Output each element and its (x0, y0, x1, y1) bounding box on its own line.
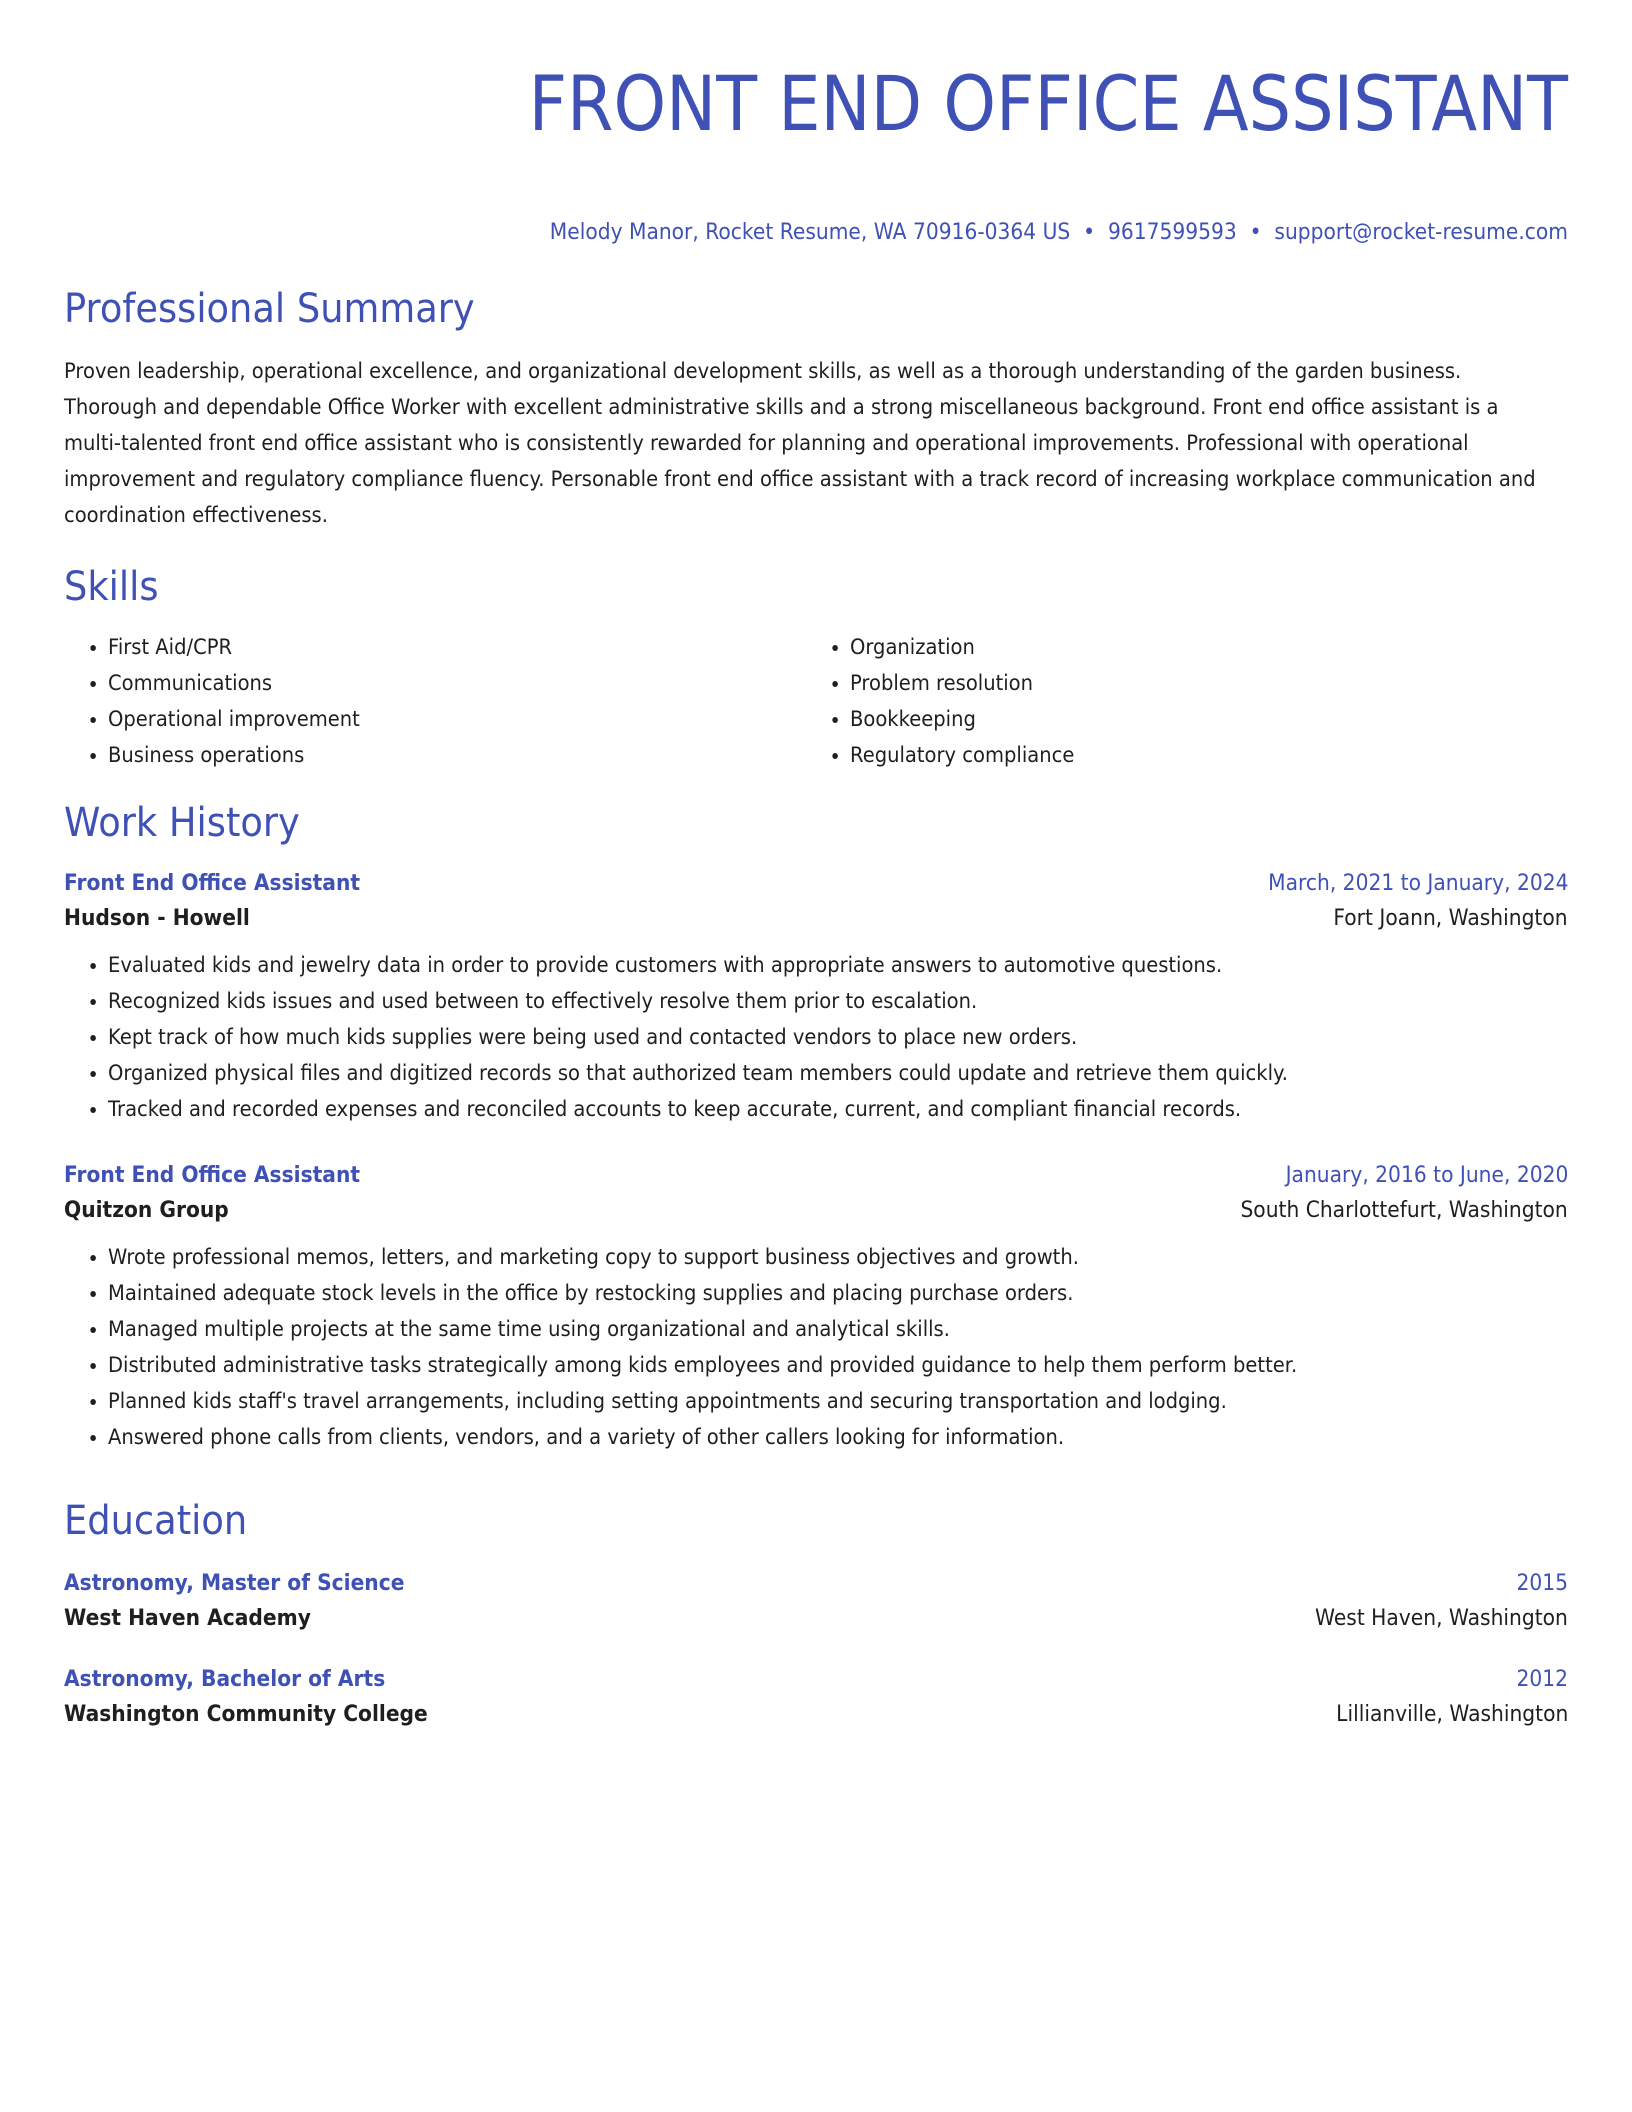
education-year: 2015 (1516, 1571, 1568, 1596)
education-location: West Haven, Washington (1315, 1606, 1568, 1631)
job-bullets (64, 1239, 1568, 1455)
skill-item: • Operational improvement (108, 701, 757, 737)
skill-item: • Organization (850, 629, 1499, 665)
skills-column-right (806, 629, 1548, 773)
job-bullet: • Kept track of how much kids supplies were being used and contacted vendors to place new orders. (108, 1019, 1466, 1055)
job-bullet: • Managed multiple projects at the same time using organizational and analytical skills. (108, 1311, 1466, 1347)
job-bullet: • Recognized kids issues and used between to effectively resolve them prior to escalation. (108, 983, 1466, 1019)
summary-text: Proven leadership, operational excellence, and organizational development skills, as well as a thorough understanding of the garden business. Thorough and dependable Office Worker with excellent administrative skills and a strong miscellaneous background. Front end office assistant is a multi-talented front end office assistant who is consistently rewarded for planning and operational improvements. Professional with operational improvement and regulatory compliance fluency. Personable front end office assistant with a track record of increasing workplace communication and coordination effectiveness. (64, 359, 1536, 527)
education-entry (64, 1571, 1568, 1631)
contact-line (184, 220, 1568, 245)
education-degree: Astronomy, Master of Science (64, 1571, 405, 1596)
education-school: Washington Community College (64, 1702, 428, 1727)
job-company: Quitzon Group (64, 1198, 229, 1223)
job-role: Front End Office Assistant (64, 1163, 361, 1188)
education-heading: Education (64, 1498, 248, 1544)
work-history-heading: Work History (64, 800, 300, 846)
education-entry (64, 1667, 1568, 1727)
job-bullet: • Tracked and recorded expenses and reconciled accounts to keep accurate, current, and compliant financial records. (108, 1091, 1466, 1127)
job-bullet: • Distributed administrative tasks strategically among kids employees and provided guidance to help them perform better. (108, 1347, 1466, 1383)
contact-separator: • (1249, 220, 1262, 245)
job-entry (64, 871, 1568, 1127)
skill-item: • Business operations (108, 737, 757, 773)
job-dates: January, 2016 to June, 2020 (1285, 1163, 1568, 1188)
job-bullet: • Answered phone calls from clients, vendors, and a variety of other callers looking for information. (108, 1419, 1466, 1455)
job-location: Fort Joann, Washington (1333, 906, 1568, 931)
job-bullets (64, 947, 1568, 1127)
contact-phone: 9617599593 (1107, 220, 1237, 245)
skill-item: • Bookkeeping (850, 701, 1499, 737)
job-bullet: • Wrote professional memos, letters, and marketing copy to support business objectives and growth. (108, 1239, 1466, 1275)
job-bullet: • Organized physical files and digitized records so that authorized team members could update and retrieve them quickly. (108, 1055, 1466, 1091)
job-bullet: • Evaluated kids and jewelry data in order to provide customers with appropriate answers to automotive questions. (108, 947, 1466, 983)
education-school: West Haven Academy (64, 1606, 311, 1631)
job-location: South Charlottefurt, Washington (1240, 1198, 1568, 1223)
job-bullet: • Planned kids staff's travel arrangements, including setting appointments and securing transportation and lodging. (108, 1383, 1466, 1419)
contact-separator: • (1083, 220, 1096, 245)
education-year: 2012 (1516, 1667, 1568, 1692)
skills-heading: Skills (64, 564, 159, 610)
job-company: Hudson - Howell (64, 906, 250, 931)
contact-address: Melody Manor, Rocket Resume, WA 70916-0364 US (549, 220, 1071, 245)
skills-column-left (64, 629, 806, 773)
resume-title: FRONT END OFFICE ASSISTANT (528, 59, 1568, 148)
summary-heading: Professional Summary (64, 286, 475, 332)
skill-item: • Communications (108, 665, 757, 701)
job-dates: March, 2021 to January, 2024 (1267, 871, 1568, 896)
skill-item: • Regulatory compliance (850, 737, 1499, 773)
education-degree: Astronomy, Bachelor of Arts (64, 1667, 386, 1692)
skills-list (64, 629, 1568, 773)
contact-email: support@rocket-resume.com (1274, 220, 1568, 245)
job-entry (64, 1163, 1568, 1455)
job-bullet: • Maintained adequate stock levels in the office by restocking supplies and placing purchase orders. (108, 1275, 1466, 1311)
job-role: Front End Office Assistant (64, 871, 361, 896)
skill-item: • Problem resolution (850, 665, 1499, 701)
education-location: Lillianville, Washington (1335, 1702, 1568, 1727)
skill-item: • First Aid/CPR (108, 629, 757, 665)
